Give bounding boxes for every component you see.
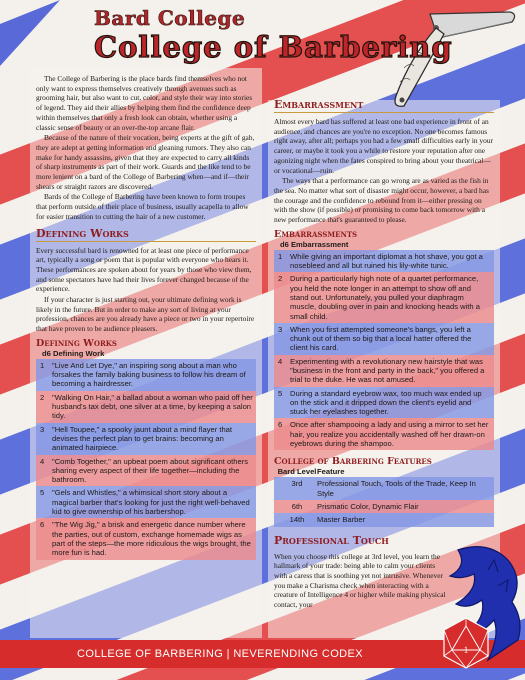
professional-touch-heading: Professional Touch [274,533,389,547]
table-row: 6 "The Wig Jig," a brisk and energetic dance number where the parties, out of custom, exchange homemade wigs as part of the steps—the more ridiculous the wigs brought, the more fun is had. [36,518,256,559]
table-row: 14th Master Barber [274,513,494,526]
table-row: 6 Once after shampooing a lady and using a mirror to set her hair, you realize you accidentally washed off her drawn-on eyebrows during the shampoo. [274,418,494,450]
defining-works-heading: Defining Works [36,227,256,242]
table-row: 3rd Professional Touch, Tools of the Trade, Keep In Style [274,477,494,500]
table-row: 3 "Hell Toupee," a spooky jaunt about a mind flayer that devises the perfect plan to get brains: becoming an animated hairpiece. [36,423,256,455]
defining-works-paragraph-1: Every successful bard is renowned for at least one piece of performance art, typically a song or poem that is popular with everyone who hears it. These performances are spoken about for years by those who view them, and some spectators have had their lives forever changed because of the experience. [36,245,252,294]
table-row: 6th Prismatic Color, Dynamic Flair [274,500,494,513]
table-row: 1 "Live And Let Dye," an inspiring song about a man who forsakes the family baking business to follow his dream of becoming a hairdresser. [36,359,256,391]
table-row: 2 During a particularly high note of a quartet performance, you held the note longer in an attempt to show off and stand out. Unfortunately, you pulled your diaphragm muscle, doubling over in pain and knocking heads with a small child. [274,272,494,322]
left-column [36,74,256,560]
table-row: 5 During a standard eyebrow wax, too much wax ended up on the stick and it dripped down the client's eyelid and stuck her eyelashes together. [274,387,494,419]
embarrassment-paragraph-2: The ways that a performance can go wrong are as varied as the fish in the sea. No matter what sort of disaster might occur, however, a bard has the courage and the confidence to rebound from it—either pressing on with the show (if possible) or promising to come back tomorrow with a new performance that's guaranteed to please. [274,176,489,225]
professional-touch-paragraph: When you choose this college at 3rd level, you learn the hallmark of your trade: being able to calm your clients with a caress that is soothing yet not intrusive. Whenever you make a Charisma check when interacting with a creature of Intelligence 4 or higher while making physical contact, your [274,551,446,610]
features-table-header [274,467,494,477]
page-number: 1 [463,645,469,655]
defining-works-paragraph-2: If your character is just starting out, your ultimate defining work is likely in the future. But in order to make any sort of living at your profession, chances are you already have a piece or two in your repertoire that have proven to be audience pleasers. [36,295,255,334]
defining-works-table [36,359,256,560]
features-table-title: College of Barbering Features [274,456,432,468]
intro-paragraph-1: The College of Barbering is the place bards find themselves who not only want to express themselves creatively through avenues such as grooming hair, but also want to cut, color, and style their way into stories of legend. They aid their allies by helping them find the confidence deep within themselves that only a fresh look can obtain, whether using a classic sense of beauty or an over-the-top arcane flair. [36,74,253,132]
embarrassments-table-header: d6 Embarrassment [280,239,349,249]
table-row: 2 "Walking On Hair," a ballad about a woman who paid off her husband's tax debt, one silver at a time, by keeping a salon tidy. [36,391,256,423]
table-row: 5 "Gels and Whistles," a whimsical short story about a magical barber that's looking for just the right well-behaved kid to give ownership of his barbershop. [36,486,256,518]
table-row: 3 When you first attempted someone's bangs, you left a chunk out of them so big that a local hatter offered the client his card. [274,323,494,355]
intro-paragraph-2: Because of the nature of their vocation, being experts at the gift of gab, they are adept at getting information and gleaning rumors. They also can make for handy assassins, given that they are expected to carry all kinds of sharp instruments as part of their work. Guards and the like tend to be more lenient on a bard of the College of Barbering when—and if—their shears or straight razors are discovered. [36,133,255,191]
table-row: 1 While giving an important diplomat a hot shave, you got a nosebleed and all but ruined his lily-white tunic. [274,250,494,273]
defining-works-table-header: d6 Defining Work [42,348,105,358]
embarrassments-table [274,250,494,451]
title-subtitle: Bard College [94,6,246,30]
intro-paragraph-3: Bards of the College of Barbering have been known to form troupes that perform outside of their place of business, usually acapella to allow for easier transition to cutting the hair of a new customer. [36,192,249,221]
table-row: 4 "Comb Together," an upbeat poem about significant others sharing every aspect of their life together—including the bathroom. [36,455,256,487]
features-table [274,477,494,526]
embarrassment-heading: Embarrassment [274,98,494,113]
embarrassments-table-title: Embarrassments [274,228,358,240]
defining-works-table-title: Defining Works [36,337,117,349]
features-col-feature: Feature [317,467,345,477]
table-row: 4 Experimenting with a revolutionary new hairstyle that was "business in the front and party in the back," you offered a trial to the duke. He was not amused. [274,355,494,387]
embarrassment-paragraph-1: Almost every bard has suffered at least one bad experience in front of an audience, and chances are you're no exception. No one becomes famous right away, after all; perhaps you had a few small difficulties early in your career, or maybe it took you a while to restore your reputation after one agonizing night when the fates conspired to bring about your theatrical—or vocational—ruin. [274,117,493,175]
features-col-level: Bard Level [277,467,317,477]
dragon-d20-icon [428,540,525,680]
right-column [274,98,494,611]
footer-text: COLLEGE OF BARBERING | NEVERENDING CODEX [77,648,363,660]
title-main: College of Barbering [94,30,453,64]
